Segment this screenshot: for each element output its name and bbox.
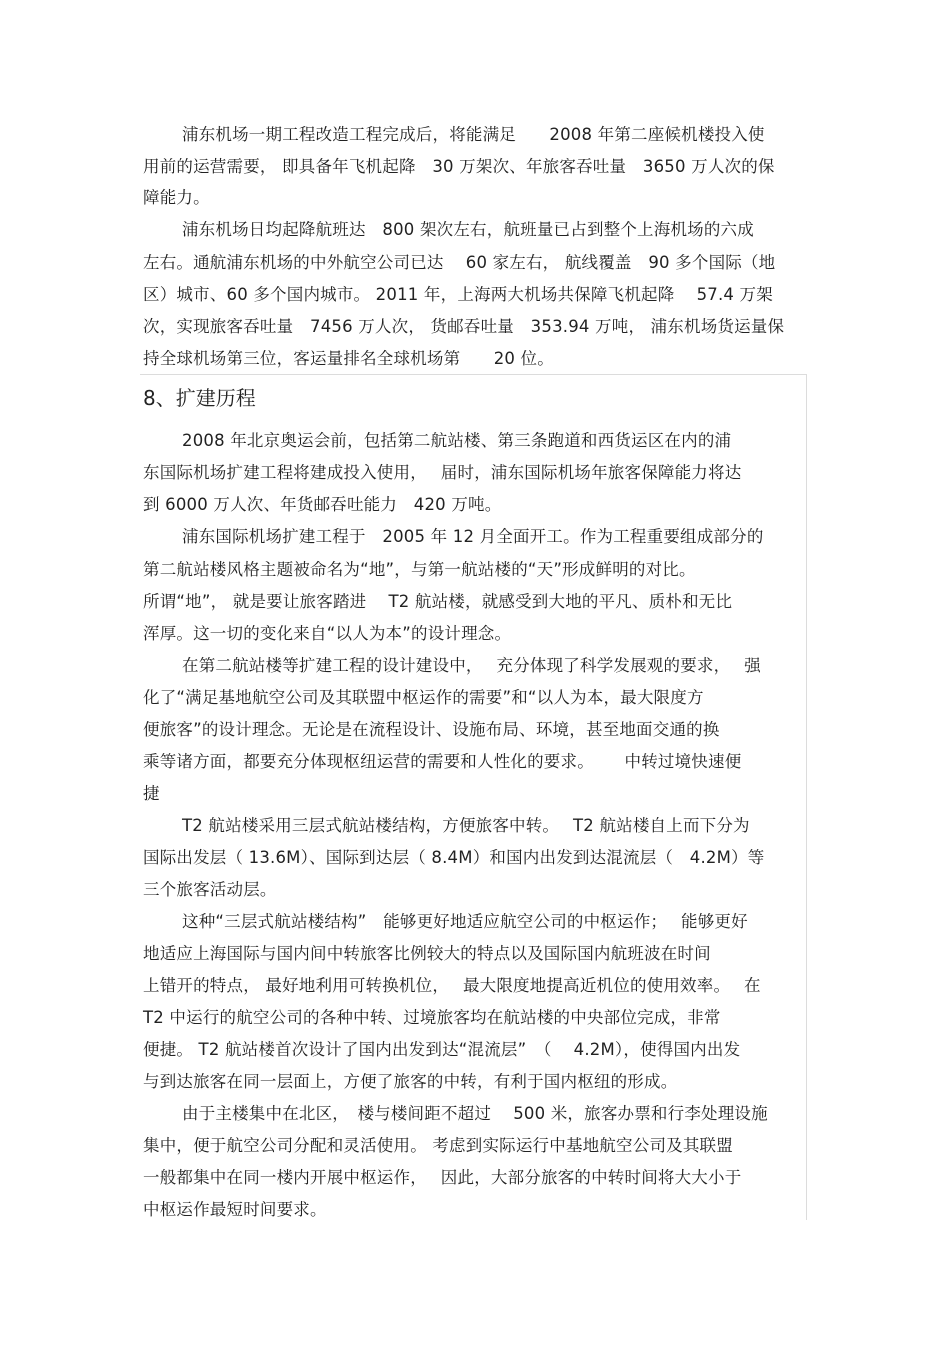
paragraph-line: 便捷。 T2 航站楼首次设计了国内出发到达“混流层” （ 4.2M），使得国内出发 (143, 1040, 741, 1059)
paragraph-line: 浦东机场日均起降航班达 800 架次左右，航班量已占到整个上海机场的六成 (182, 220, 754, 239)
paragraph-line: 乘等诸方面，都要充分体现枢纽运营的需要和人性化的要求。 中转过境快速便 (143, 752, 742, 771)
paragraph-line: 由于主楼集中在北区， 楼与楼间距不超过 500 米，旅客办票和行李处理设施 (182, 1104, 768, 1123)
paragraph-line: 所谓“地”， 就是要让旅客踏进 T2 航站楼，就感受到大地的平凡、质朴和无比 (143, 592, 733, 611)
paragraph-line: 障能力。 (143, 188, 210, 207)
paragraph-line: 到 6000 万人次、年货邮吞吐能力 420 万吨。 (143, 495, 502, 514)
paragraph-line: 次，实现旅客吞吐量 7456 万人次， 货邮吞吐量 353.94 万吨， 浦东机场货运量保 (143, 317, 785, 336)
paragraph-line: 用前的运营需要， 即具备年飞机起降 30 万架次、年旅客吞吐量 3650 万人次的保 (143, 157, 775, 176)
paragraph-line: 中枢运作最短时间要求。 (143, 1200, 327, 1219)
paragraph-line: 东国际机场扩建工程将建成投入使用， 届时，浦东国际机场年旅客保障能力将达 (143, 463, 742, 482)
paragraph-line: 浦东机场一期工程改造工程完成后，将能满足 2008 年第二座候机楼投入使 (182, 125, 765, 144)
paragraph-line: 浦东国际机场扩建工程于 2005 年 12 月全面开工。作为工程重要组成部分的 (182, 527, 764, 546)
paragraph-line: 这种“三层式航站楼结构” 能够更好地适应航空公司的中枢运作； 能够更好 (182, 912, 748, 931)
paragraph-line: 地适应上海国际与国内间中转旅客比例较大的特点以及国际国内航班波在时间 (143, 944, 711, 963)
paragraph-line: 化了“满足基地航空公司及其联盟中枢运作的需要”和“以人为本，最大限度方 (143, 688, 704, 707)
section-heading: 8、扩建历程 (143, 386, 256, 410)
paragraph-line: 三个旅客活动层。 (143, 880, 277, 899)
paragraph-line: T2 中运行的航空公司的各种中转、过境旅客均在航站楼的中央部位完成，非常 (143, 1008, 721, 1027)
paragraph-line: 与到达旅客在同一层面上，方便了旅客的中转，有利于国内枢纽的形成。 (143, 1072, 678, 1091)
paragraph-line: 上错开的特点， 最好地利用可转换机位， 最大限度地提高近机位的使用效率。 在 (143, 976, 761, 995)
paragraph-line: 在第二航站楼等扩建工程的设计建设中， 充分体现了科学发展观的要求， 强 (182, 656, 761, 675)
paragraph-line: 一般都集中在同一楼内开展中枢运作， 因此，大部分旅客的中转时间将大大小于 (143, 1168, 742, 1187)
paragraph-line: 浑厚。这一切的变化来自“以人为本”的设计理念。 (143, 624, 512, 643)
paragraph-line: 左右。通航浦东机场的中外航空公司已达 60 家左右， 航线覆盖 90 多个国际（地 (143, 253, 776, 272)
paragraph-line: 捷 (143, 784, 160, 803)
paragraph-line: 区）城市、60 多个国内城市。 2011 年，上海两大机场共保障飞机起降 57.4 万架 (143, 285, 773, 304)
paragraph-line: 便旅客”的设计理念。无论是在流程设计、设施布局、环境，甚至地面交通的换 (143, 720, 720, 739)
paragraph-line: 2008 年北京奥运会前，包括第二航站楼、第三条跑道和西货运区在内的浦 (182, 431, 732, 450)
paragraph-line: 集中，便于航空公司分配和灵活使用。 考虑到实际运行中基地航空公司及其联盟 (143, 1136, 733, 1155)
paragraph-line: 第二航站楼风格主题被命名为“地”，与第一航站楼的“天”形成鲜明的对比。 (143, 560, 696, 579)
paragraph-line: T2 航站楼采用三层式航站楼结构，方便旅客中转。 T2 航站楼自上而下分为 (182, 816, 750, 835)
paragraph-line: 持全球机场第三位，客运量排名全球机场第 20 位。 (143, 349, 554, 368)
paragraph-line: 国际出发层（ 13.6M）、国际到达层（ 8.4M）和国内出发到达混流层（ 4.2M）等 (143, 848, 765, 867)
